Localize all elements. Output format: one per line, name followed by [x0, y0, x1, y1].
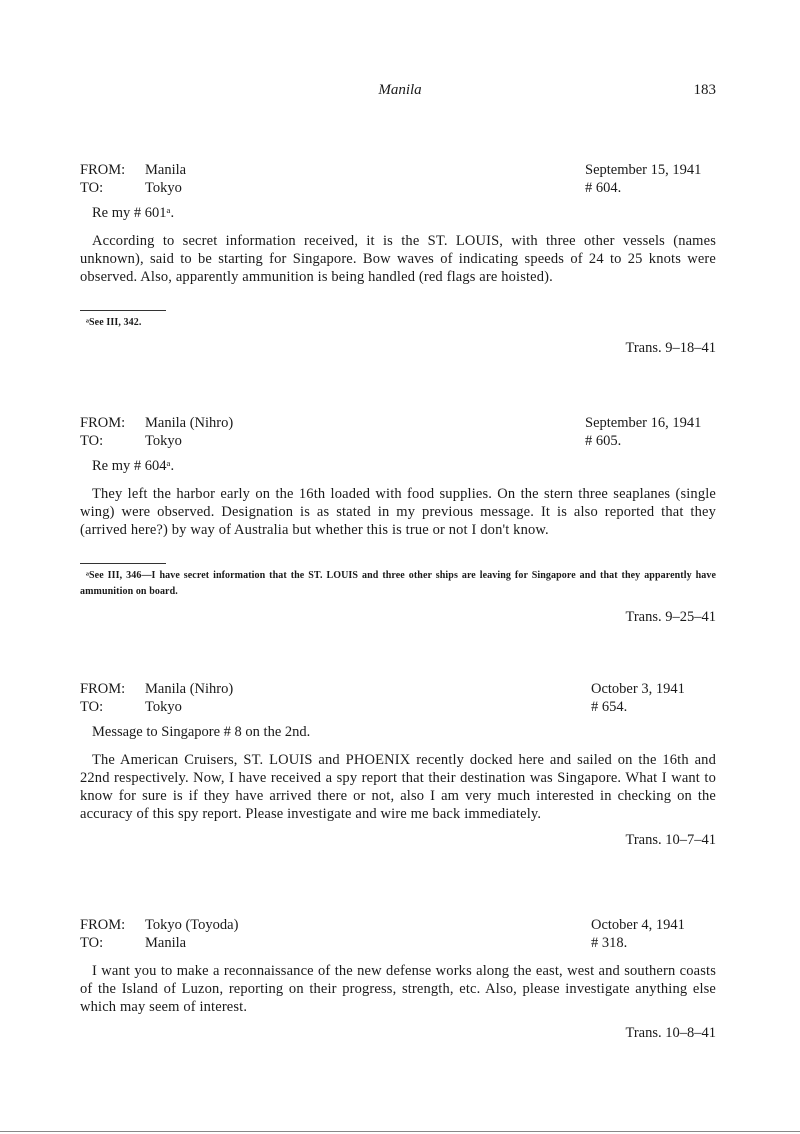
message-654	[80, 680, 716, 849]
running-header-title: Manila	[378, 82, 422, 98]
from-label: FROM:	[80, 415, 126, 431]
to-value: Tokyo	[145, 433, 182, 449]
footnote-rule	[80, 563, 166, 564]
from-value: Manila (Nihro)	[145, 415, 234, 431]
from-row	[80, 414, 716, 432]
to-row	[80, 432, 716, 450]
from-value: Manila (Nihro)	[145, 681, 234, 697]
from-row	[80, 161, 716, 179]
message-reference: Re my # 604ᵃ.	[92, 458, 175, 474]
translation-date: Trans. 10–8–41	[625, 1025, 716, 1041]
to-row	[80, 179, 716, 197]
from-label: FROM:	[80, 917, 126, 933]
footnote: ᵃSee III, 342.	[86, 317, 142, 328]
to-value: Tokyo	[145, 699, 182, 715]
translation-date: Trans. 10–7–41	[625, 832, 716, 848]
message-number: # 318.	[591, 935, 628, 951]
from-label: FROM:	[80, 162, 126, 178]
from-row	[80, 916, 716, 934]
to-label: TO:	[80, 935, 104, 951]
to-value: Tokyo	[145, 180, 182, 196]
to-label: TO:	[80, 180, 104, 196]
message-number: # 654.	[591, 699, 628, 715]
from-row	[80, 680, 716, 698]
footnote-rule	[80, 310, 166, 311]
message-date: October 3, 1941	[591, 681, 685, 697]
to-value: Manila	[145, 935, 187, 951]
to-label: TO:	[80, 433, 104, 449]
translation-date: Trans. 9–18–41	[625, 340, 716, 356]
message-reference: Re my # 601ᵃ.	[92, 205, 175, 221]
message-number: # 605.	[585, 433, 622, 449]
message-date: September 16, 1941	[585, 415, 702, 431]
page-bottom-edge	[0, 1131, 800, 1132]
to-row	[80, 698, 716, 716]
message-body: They left the harbor early on the 16th loaded with food supplies. On the stern three seaplanes (single wing) were observed. Designation is as stated in my previous message. It is also reported that they (arrived here?) by way of Australia but whether this is true or not I don't know.	[80, 486, 716, 538]
from-label: FROM:	[80, 681, 126, 697]
page-number: 183	[693, 82, 716, 98]
message-date: October 4, 1941	[591, 917, 685, 933]
to-row	[80, 934, 716, 952]
message-body: The American Cruisers, ST. LOUIS and PHOENIX recently docked here and sailed on the 16th and 22nd respectively. Now, I have received a spy report that their destination was Singapore. What I want to know for sure is if they have arrived there or not, also I am very much interested in checking on the accuracy of this spy report. Please investigate and wire me back immediately.	[80, 752, 716, 822]
message-reference: Message to Singapore # 8 on the 2nd.	[92, 724, 311, 740]
message-body: I want you to make a reconnaissance of the new defense works along the east, west and southern coasts of the Island of Luzon, reporting on their progress, strength, etc. Also, please investigate anything else which may seem of interest.	[80, 963, 716, 1015]
message-604	[80, 161, 716, 357]
message-body: According to secret information received, it is the ST. LOUIS, with three other vessels (names unknown), said to be starting for Singapore. Bow waves of indicating speeds of 24 to 25 knots were observed. Also, apparently ammunition is being handled (red flags are hoisted).	[80, 233, 716, 285]
footnote: ᵃSee III, 346—I have secret information that the ST. LOUIS and three other ships are leaving for Singapore and that they apparently have ammunition on board.	[80, 570, 716, 597]
message-date: September 15, 1941	[585, 162, 702, 178]
message-number: # 604.	[585, 180, 622, 196]
to-label: TO:	[80, 699, 104, 715]
translation-date: Trans. 9–25–41	[625, 609, 716, 625]
from-value: Manila	[145, 162, 187, 178]
message-318	[80, 916, 716, 1042]
from-value: Tokyo (Toyoda)	[145, 917, 239, 933]
message-605	[80, 414, 716, 626]
